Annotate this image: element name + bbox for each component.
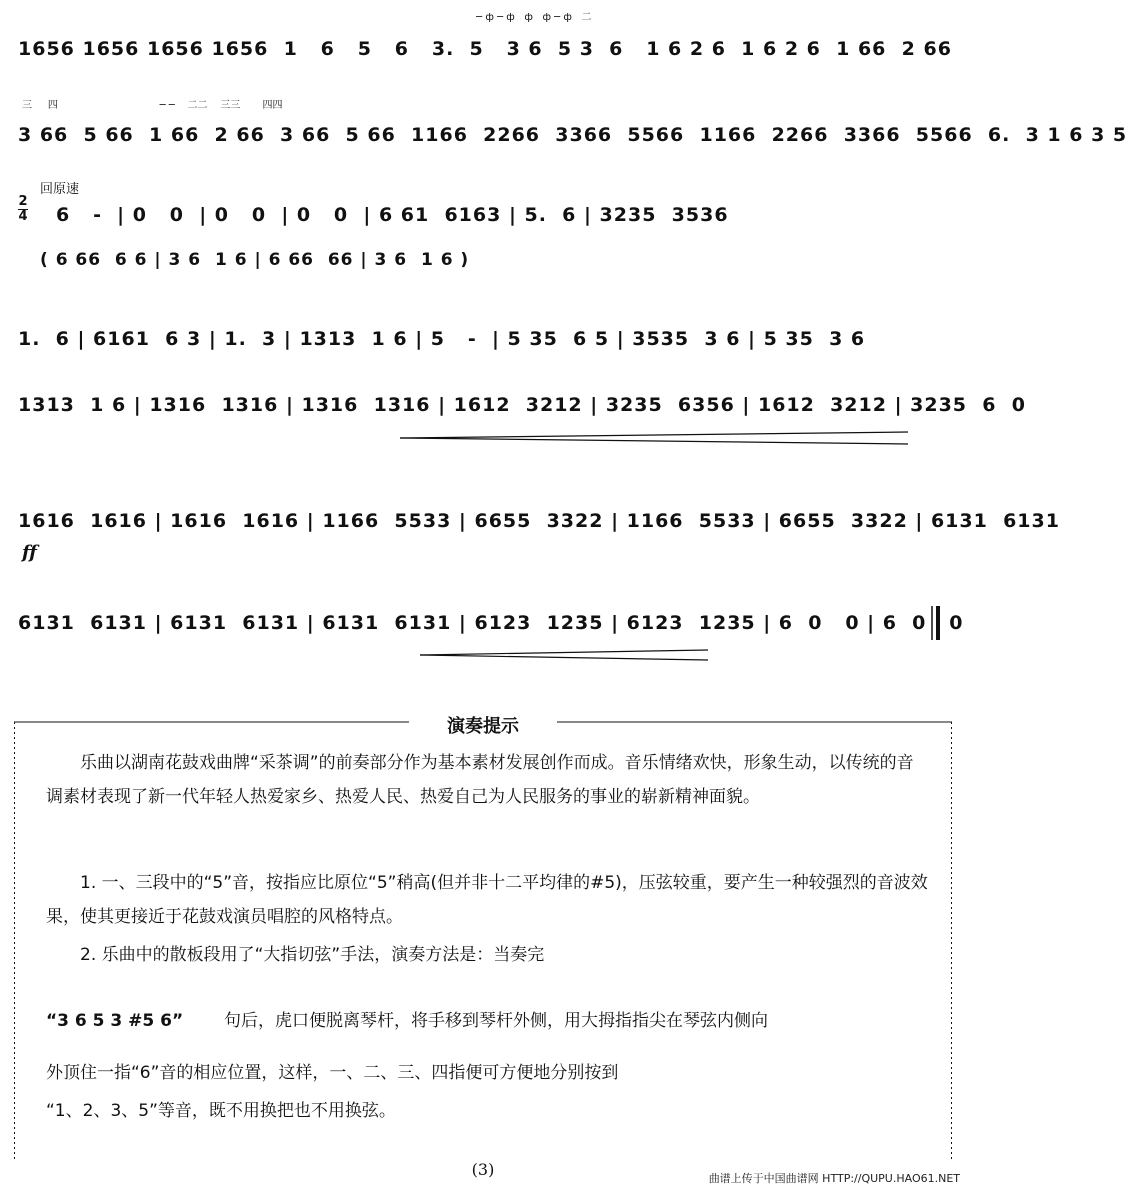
tips-paragraph-3a: 2. 乐曲中的散板段用了“大指切弦”手法，演奏方法是：当奏完: [80, 945, 545, 965]
score-line-4: ( 6 66 6 6 | 3 6 1 6 | 6 66 66 | 3 6 1 6 ): [40, 250, 470, 270]
dynamic-mark: ff: [22, 542, 37, 563]
page-number: (3): [471, 1160, 495, 1179]
tips-paragraph-2: 1. 一、三段中的“5”音，按指应比原位“5”稍高(但并非十二平均律的#5)，压弦较重，要产生一种较强烈的音波效果，使其更接近于花鼓戏演员唱腔的风格特点。: [46, 873, 928, 927]
time-signature-top: 2: [18, 194, 28, 209]
fingering-row-2: 三 四 ─ ─ 二二 三三 四四: [22, 100, 283, 111]
crescendo-hairpin-2: [420, 648, 710, 662]
tips-paragraph-3d: “1、2、3、5”等音，既不用换把也不用换弦。: [46, 1101, 396, 1121]
score-line-3: 6 - | 0 0 | 0 0 | 0 0 | 6 61 6163 | 5. 6 | 3235 3536: [56, 204, 729, 226]
watermark: 曲谱上传于中国曲谱网 HTTP://QUPU.HAO61.NET: [708, 1172, 960, 1185]
crescendo-hairpin-1: [400, 430, 910, 446]
tips-notes-inline: “3 6 5 3 #5 6”: [46, 1011, 184, 1031]
tips-paragraph-3b: 句后，虎口便脱离琴杆，将手移到琴杆外侧，用大拇指指尖在琴弦内侧向: [224, 1011, 768, 1031]
final-barline: [930, 606, 944, 642]
score-line-1: 1656 1656 1656 1656 1 6 5 6 3. 5 3 6 5 3 6 1 6 2 6 1 6 2 6 1 66 2 66: [18, 38, 952, 60]
score-line-2: 3 66 5 66 1 66 2 66 3 66 5 66 1166 2266 3366 5566 1166 2266 3366 5566 6. 3 1 6 3 5: [18, 124, 1127, 146]
tips-title: 演奏提示: [447, 716, 519, 737]
score-line-7: 1616 1616 | 1616 1616 | 1166 5533 | 6655 3322 | 1166 5533 | 6655 3322 | 6131 6131: [18, 510, 1060, 532]
tips-paragraph-3c: 外顶住一指“6”音的相应位置，这样，一、二、三、四指便可方便地分别按到: [46, 1063, 619, 1083]
score-line-8: 6131 6131 | 6131 6131 | 6131 6131 | 6123 1235 | 6123 1235 | 6 0 0 | 6 0 0: [18, 612, 964, 634]
time-signature: [18, 196, 28, 223]
score-line-5: 1. 6 | 6161 6 3 | 1. 3 | 1313 1 6 | 5 - | 5 35 6 5 | 3535 3 6 | 5 35 3 6: [18, 328, 866, 350]
tips-paragraph-1: 乐曲以湖南花鼓戏曲牌“采茶调”的前奏部分作为基本素材发展创作而成。音乐情绪欢快，形象生动，以传统的音调素材表现了新一代年轻人热爱家乡、热爱人民、热爱自己为人民服务的事业的崭新精神面貌。: [46, 753, 914, 807]
tempo-label: 回原速: [40, 182, 80, 197]
time-signature-bottom: 4: [18, 209, 28, 224]
score-line-6: 1313 1 6 | 1316 1316 | 1316 1316 | 1612 3212 | 3235 6356 | 1612 3212 | 3235 6 0: [18, 394, 1026, 416]
performance-tips: [14, 710, 952, 1160]
fingering-row-1: ─ ф ─ ф ф ф ─ ф 二: [260, 12, 592, 23]
